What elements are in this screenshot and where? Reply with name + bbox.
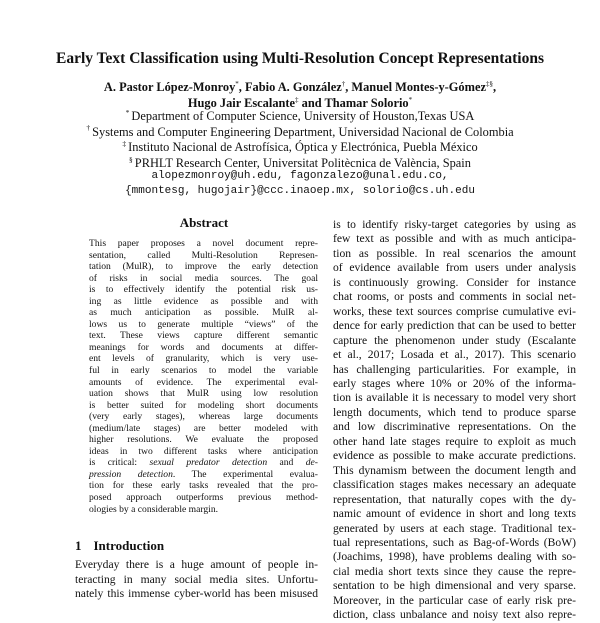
email-list	[0, 169, 600, 199]
body-line: sentation to be high dimensional and very sparse.	[333, 579, 576, 593]
abstract-line: sentation, called Multi-Resolution Represen-	[89, 249, 318, 261]
body-line: dence for early prediction that can be used to better	[333, 319, 576, 333]
author-name: Hugo Jair Escalante	[187, 96, 296, 110]
abstract-line: posed approach outperforms previous method-	[89, 492, 318, 504]
author-mark: ‡	[295, 95, 299, 104]
abstract-line: is to effectively identify the potential risk us-	[89, 284, 318, 296]
abstract-line: lows us to generate multiple “views” of the	[89, 318, 318, 330]
affiliation-mark: †	[86, 123, 91, 133]
body-line: is to identify risky-target categories by using as	[333, 218, 576, 231]
author-name: Manuel Montes-y-Gómez	[351, 80, 486, 94]
author-mark: ‡§	[485, 79, 493, 88]
abstract-line: ing as little evidence as possible and with	[89, 295, 318, 307]
author-name: Fabio A. González	[244, 80, 342, 94]
author-separator: ,	[345, 80, 352, 94]
abstract-line: ful in early scenarios to model the variable	[89, 365, 318, 377]
body-line: Moreover, in the particular case of early risk pre-	[333, 593, 576, 607]
section-title: Introduction	[93, 538, 165, 553]
abstract-line: This paper proposes a novel document repre-	[89, 238, 318, 249]
body-line: of evidence available from users under analysis	[333, 261, 576, 275]
intro-body	[75, 558, 318, 602]
abstract-line: meanings for words and documents at differ-	[89, 341, 318, 353]
affiliation-list	[0, 109, 600, 171]
abstract-emphasis: sexual predator detection	[149, 457, 268, 469]
author-list	[0, 79, 600, 111]
abstract-text: . The experimental evalua-	[172, 468, 318, 480]
abstract-emphasis: de-	[305, 457, 318, 469]
email-line: alopezmonroy@uh.edu, fagonzalezo@unal.edu.co,	[151, 170, 449, 182]
abstract-line: is better suited for modeling short documents	[89, 399, 318, 411]
affiliation-mark: ‡	[122, 139, 127, 149]
author-line-1	[0, 79, 600, 95]
right-column-body	[333, 218, 576, 623]
body-line: tion as possible. In real scenarios the amount	[333, 246, 576, 260]
body-line: chat rooms, or posts and comments in social net-	[333, 290, 576, 304]
abstract-line: ideas in two different tasks where anticipation	[89, 445, 318, 457]
author-separator: and	[298, 96, 325, 110]
body-line: works, these text sources comprise cumulative evi-	[333, 304, 576, 318]
body-line: has challenging particularities. For example, in	[333, 362, 576, 376]
body-line: tion is available it is necessary to model very short	[333, 391, 576, 405]
body-line: few text as possible and with as much anticipa-	[333, 232, 576, 246]
abstract-line: ologies by a considerable margin.	[89, 503, 219, 515]
abstract-text: and	[267, 457, 306, 469]
body-line: other hand late stages require to exploit as much	[333, 434, 576, 448]
body-line: This dynamism between the document length and	[333, 463, 576, 477]
abstract-line: amounts of evidence. The experimental eval-	[89, 376, 318, 388]
author-mark: *	[408, 95, 413, 104]
abstract-line: tion for these early tasks revealed that the pro-	[89, 480, 318, 492]
abstract-line-italic	[89, 457, 318, 469]
abstract-line: (very early stages), whereas large documents	[89, 411, 318, 423]
abstract-line-italic	[89, 469, 318, 481]
abstract-line: higher resolutions. We evaluate the proposed	[89, 434, 318, 446]
abstract-line: as much anticipation as possible. MulR al-	[89, 307, 318, 319]
affiliation-text: Department of Computer Science, University of Houston,Texas USA	[131, 109, 475, 123]
body-line: and low discriminative representations. On the	[333, 420, 576, 434]
abstract-emphasis: pression detection	[89, 468, 173, 480]
abstract-line: text. These views capture different semantic	[89, 330, 318, 342]
body-line: early stages where 10% or 20% of the informa-	[333, 376, 576, 390]
abstract-line: ent levels of granularity, which is very use-	[89, 353, 318, 365]
abstract-line: uation shows that MulR using low resolution	[89, 388, 318, 400]
body-line: representation, that naturally copes with the dy-	[333, 492, 576, 506]
abstract-heading: Abstract	[179, 215, 229, 230]
body-line: generated by users at each stage. Traditional tex-	[333, 521, 576, 535]
abstract-body	[89, 238, 318, 515]
author-name: Thamar Solorio	[324, 96, 409, 110]
affiliation-item	[0, 140, 600, 156]
body-line: length documents, which tend to produce sparse	[333, 405, 576, 419]
author-mark: *	[235, 79, 239, 88]
abstract-line: of risks in social media sources. The goal	[89, 272, 318, 284]
section-number: 1	[75, 538, 82, 553]
body-line: cial media short texts since they cause the repre-	[333, 564, 576, 578]
affiliation-item	[0, 125, 600, 141]
affiliation-item	[0, 109, 600, 125]
section-heading	[75, 538, 164, 554]
author-separator: ,	[492, 80, 497, 94]
body-line: capture the phenomenon under study (Escalante	[333, 333, 576, 347]
abstract-line: tation (MulR), to improve the early detection	[89, 261, 318, 273]
body-line: tual representations, such as Bag-of-Words (BoW)	[333, 535, 576, 549]
email-line: {mmontesg, hugojair}@ccc.inaoep.mx, solorio@cs.uh.edu	[125, 185, 475, 197]
body-line: diction, class unbalance and noisy text also repre-	[333, 608, 576, 622]
abstract-text: is critical:	[89, 457, 150, 469]
body-line: is continuously growing. Consider for instance	[333, 275, 576, 289]
affiliation-mark: §	[129, 154, 133, 164]
author-mark: †	[341, 79, 346, 88]
affiliation-mark: *	[125, 107, 130, 117]
body-line: Everyday there is a huge amount of people in-	[75, 558, 318, 571]
body-line: nately this immense cyber-world has been misused	[75, 587, 318, 600]
body-line: (Joachims, 1998), have problems dealing with so-	[333, 550, 576, 564]
body-line: evidence as possible to make accurate predictions.	[333, 449, 576, 463]
body-line: namic amount of evidence in short and long texts	[333, 507, 576, 521]
body-line: et al., 2017; Losada et al., 2017). This scenario	[333, 348, 576, 362]
affiliation-text: Instituto Nacional de Astrofísica, Óptica y Electrónica, Puebla México	[128, 140, 478, 155]
author-name: A. Pastor López-Monroy	[103, 80, 236, 94]
body-line: teracting in many social media sites. Unfortu-	[75, 572, 318, 586]
author-separator: ,	[238, 80, 245, 94]
affiliation-text: PRHLT Research Center, Universitat Politècnica de València, Spain	[134, 155, 471, 170]
body-line: classification stages makes necessary an adequate	[333, 478, 576, 492]
abstract-line: (medium/late stages) are better modeled with	[89, 422, 318, 434]
affiliation-text: Systems and Computer Engineering Department, Universidad Nacional de Colombia	[92, 124, 514, 139]
paper-title: Early Text Classification using Multi-Resolution Concept Representations	[56, 50, 544, 67]
